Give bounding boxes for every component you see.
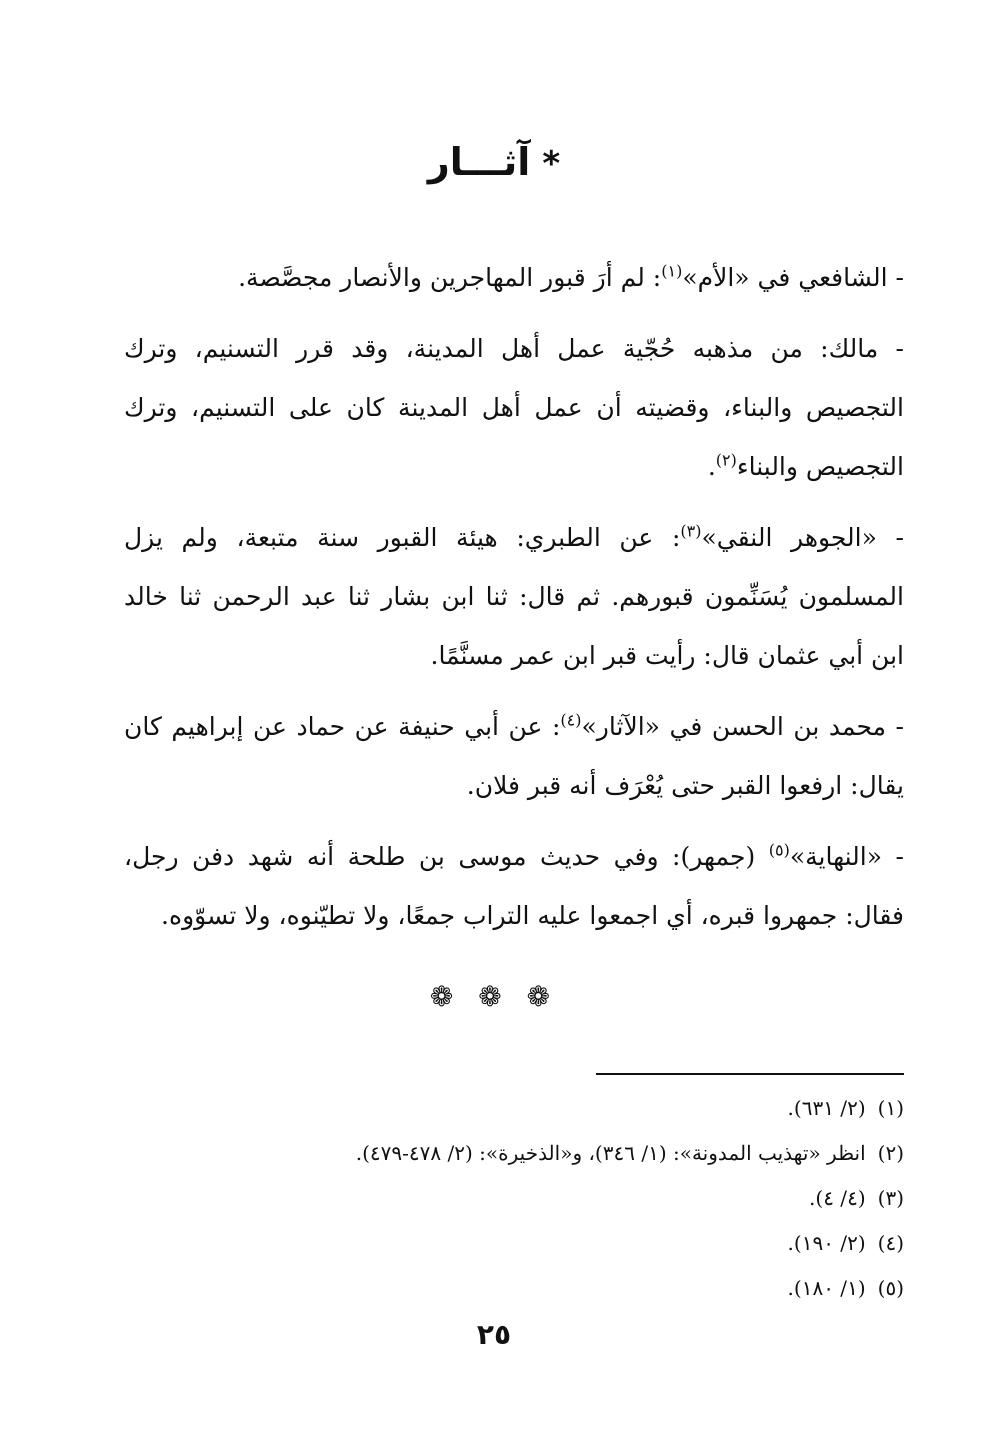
- title-text: آثـــار: [427, 140, 531, 184]
- paragraph-shafii: [124, 248, 904, 307]
- main-text: [124, 248, 904, 957]
- paragraph-text: - «الجوهر النقي»: [701, 523, 904, 552]
- page-number: ٢٥: [476, 1318, 512, 1351]
- footnote-item: [124, 1266, 904, 1311]
- paragraph-jawhar: [124, 508, 904, 685]
- footnote-ref: (٢): [715, 450, 737, 470]
- footnote-item: [124, 1131, 904, 1176]
- paragraph-muhammad: [124, 697, 904, 815]
- paragraph-text: (جمهر): وفي حديث موسى بن طلحة أنه شهد دفن رجل، فقال: جمهروا قبره، أي اجمعوا عليه التراب جمعًا، ولا تطيّنوه، ولا تسوّوه.: [124, 842, 904, 930]
- asterisk-icon: *: [542, 144, 561, 184]
- footnote-ref: (١): [661, 261, 683, 281]
- paragraph-nihaya: [124, 827, 904, 945]
- paragraph-malik: [124, 319, 904, 496]
- footnote-number: (٣): [877, 1186, 904, 1210]
- paragraph-text: : عن الطبري: هيئة القبور سنة متبعة، ولم يزل المسلمون يُسَنِّمون قبورهم. ثم قال: ثنا ابن بشار ثنا عبد الرحمن ثنا خالد ابن أبي عثمان قال: رأيت قبر ابن عمر مسنَّمًا.: [124, 523, 904, 670]
- ornament-divider-icon: ❁ ❁ ❁: [429, 980, 559, 1013]
- paragraph-text: : عن أبي حنيفة عن حماد عن إبراهيم كان يقال: ارفعوا القبر حتى يُعْرَف أنه قبر فلان.: [124, 712, 904, 800]
- footnote-item: [124, 1086, 904, 1131]
- footnote-item: [124, 1176, 904, 1221]
- paragraph-text: : لم أرَ قبور المهاجرين والأنصار مجصَّصة.: [238, 263, 662, 292]
- footnote-text: (٢/ ٦٣١).: [787, 1096, 866, 1120]
- footnote-text: (١/ ١٨٠).: [787, 1276, 866, 1300]
- footnote-number: (١): [877, 1096, 904, 1120]
- paragraph-text: - الشافعي في «الأم»: [682, 263, 904, 292]
- paragraph-text: - «النهاية»: [789, 842, 905, 871]
- footnote-text: انظر «تهذيب المدونة»: (١/ ٣٤٦)، و«الذخيرة»: (٢/ ٤٧٨-٤٧٩).: [355, 1141, 866, 1165]
- footnote-item: [124, 1221, 904, 1266]
- footnote-ref: (٣): [680, 521, 702, 541]
- footnote-text: (٢/ ١٩٠).: [787, 1231, 866, 1255]
- footnote-number: (٢): [877, 1141, 904, 1165]
- paragraph-text: .: [707, 452, 716, 481]
- paragraph-text: - محمد بن الحسن في «الآثار»: [581, 712, 904, 741]
- section-title: [0, 140, 988, 184]
- footnote-ref: (٤): [560, 710, 582, 730]
- paragraph-text: - مالك: من مذهبه حُجّية عمل أهل المدينة، وقد قرر التسنيم، وترك التجصيص والبناء، وقضيته أن عمل أهل المدينة كان على التسنيم، وترك التجصيص والبناء: [124, 334, 904, 481]
- footnote-number: (٤): [877, 1231, 904, 1255]
- footnote-rule: [596, 1073, 904, 1075]
- footnote-text: (٤/ ٤).: [809, 1186, 866, 1210]
- footnote-ref: (٥): [768, 840, 790, 860]
- footnote-number: (٥): [877, 1276, 904, 1300]
- footnotes: [124, 1086, 904, 1311]
